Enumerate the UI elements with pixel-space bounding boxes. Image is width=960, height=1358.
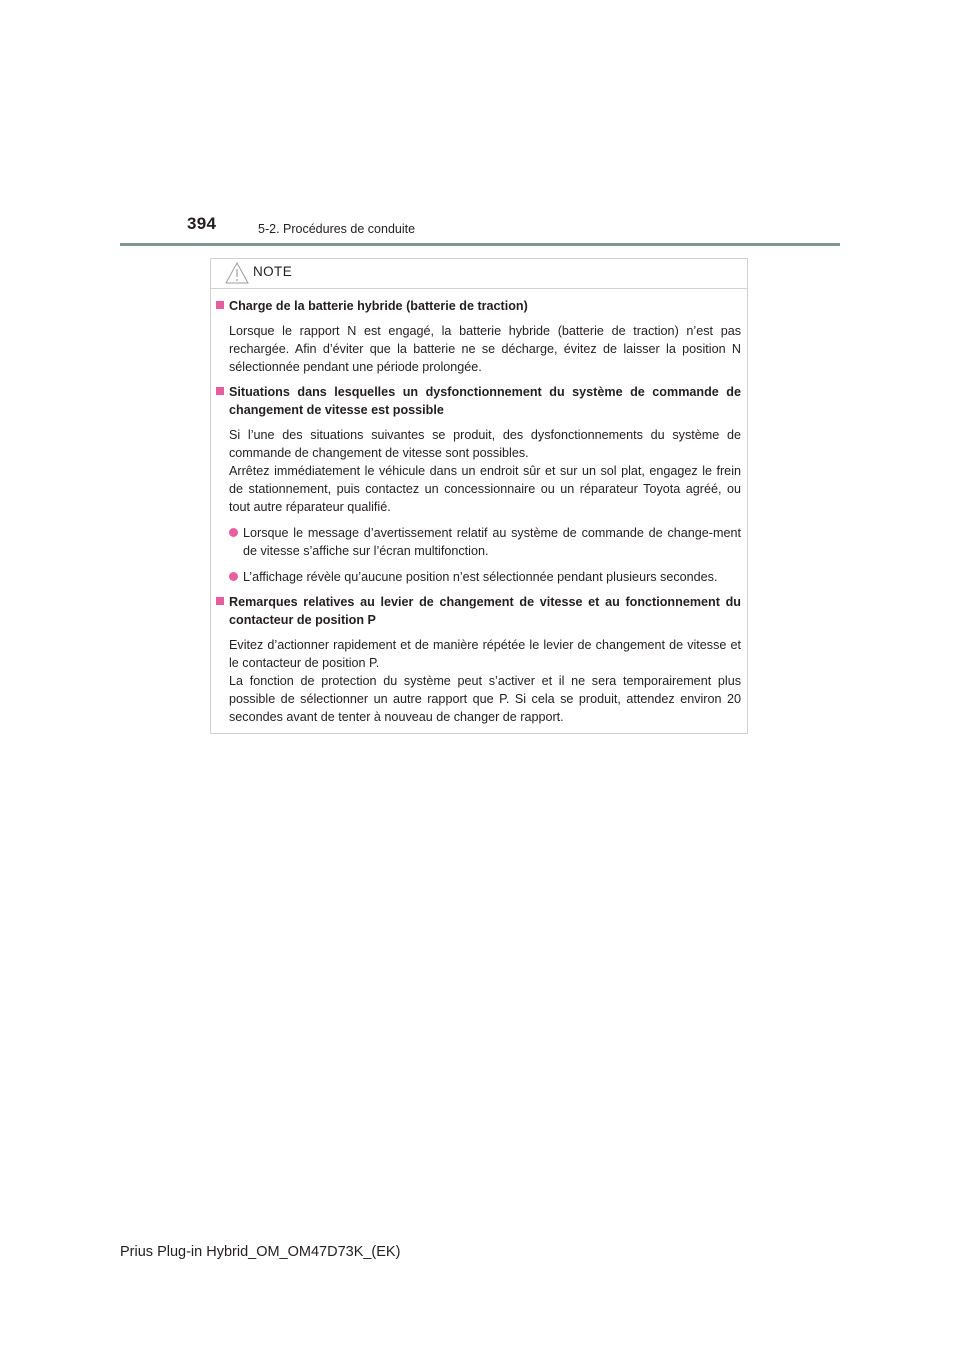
item-paragraph-line: La fonction de protection du système peut s’activer et il ne sera temporairement plus possible de sélectionner un autre rapport que P. Si cela se produit, attendez environ 20 secondes avant de tenter à nouveau de changer de rapport. [229,674,741,724]
item-paragraph [229,636,741,726]
note-body [211,297,747,733]
item-title: Situations dans lesquelles un dysfonctionnement du système de commande de changement de vitesse est possible [229,385,741,417]
section-title: 5-2. Procédures de conduite [258,222,416,236]
note-item-battery-charge [211,297,747,376]
item-title: Remarques relatives au levier de changement de vitesse et au fonctionnement du contacteur de position P [229,595,741,627]
note-box [210,258,748,734]
note-header [211,259,747,289]
sub-list-text: Lorsque le message d’avertissement relatif au système de commande de change-ment de vitesse s’affiche sur l’écran multifonction. [243,526,741,558]
sub-list-item [229,568,741,586]
page-number: 394 [187,214,217,233]
item-paragraph-line: Arrêtez immédiatement le véhicule dans un endroit sûr et sur un sol plat, engagez le frein de stationnement, puis contactez un concessionnaire ou un réparateur Toyota agréé, ou tout autre réparateur qualifié. [229,464,741,514]
item-paragraph-line: Si l’une des situations suivantes se produit, des dysfonctionnements du système de commande de changement de vitesse sont possibles. [229,428,741,460]
note-item-shift-malfunction [211,383,747,586]
square-bullet-icon [216,597,224,605]
header-rule [120,243,840,246]
sub-list-item [229,524,741,560]
note-title: NOTE [253,264,293,279]
warning-triangle-icon [225,262,249,284]
item-paragraph-line: Evitez d’actionner rapidement et de manière répétée le levier de changement de vitesse et le contacteur de position P. [229,638,741,670]
circle-bullet-icon [229,528,238,537]
circle-bullet-icon [229,572,238,581]
item-paragraph: Lorsque le rapport N est engagé, la batterie hybride (batterie de traction) n’est pas rechargée. Afin d’éviter que la batterie ne se décharge, évitez de laisser la position N sélectionnée pendant une période prolongée. [229,324,741,374]
sub-list-text: L’affichage révèle qu’aucune position n’est sélectionnée pendant plusieurs secondes. [243,570,718,584]
square-bullet-icon [216,387,224,395]
square-bullet-icon [216,301,224,309]
item-paragraph [229,426,741,516]
document-footer-id: Prius Plug-in Hybrid_OM_OM47D73K_(EK) [120,1244,401,1260]
item-title: Charge de la batterie hybride (batterie de traction) [229,299,528,313]
note-item-shift-lever-remarks [211,593,747,726]
